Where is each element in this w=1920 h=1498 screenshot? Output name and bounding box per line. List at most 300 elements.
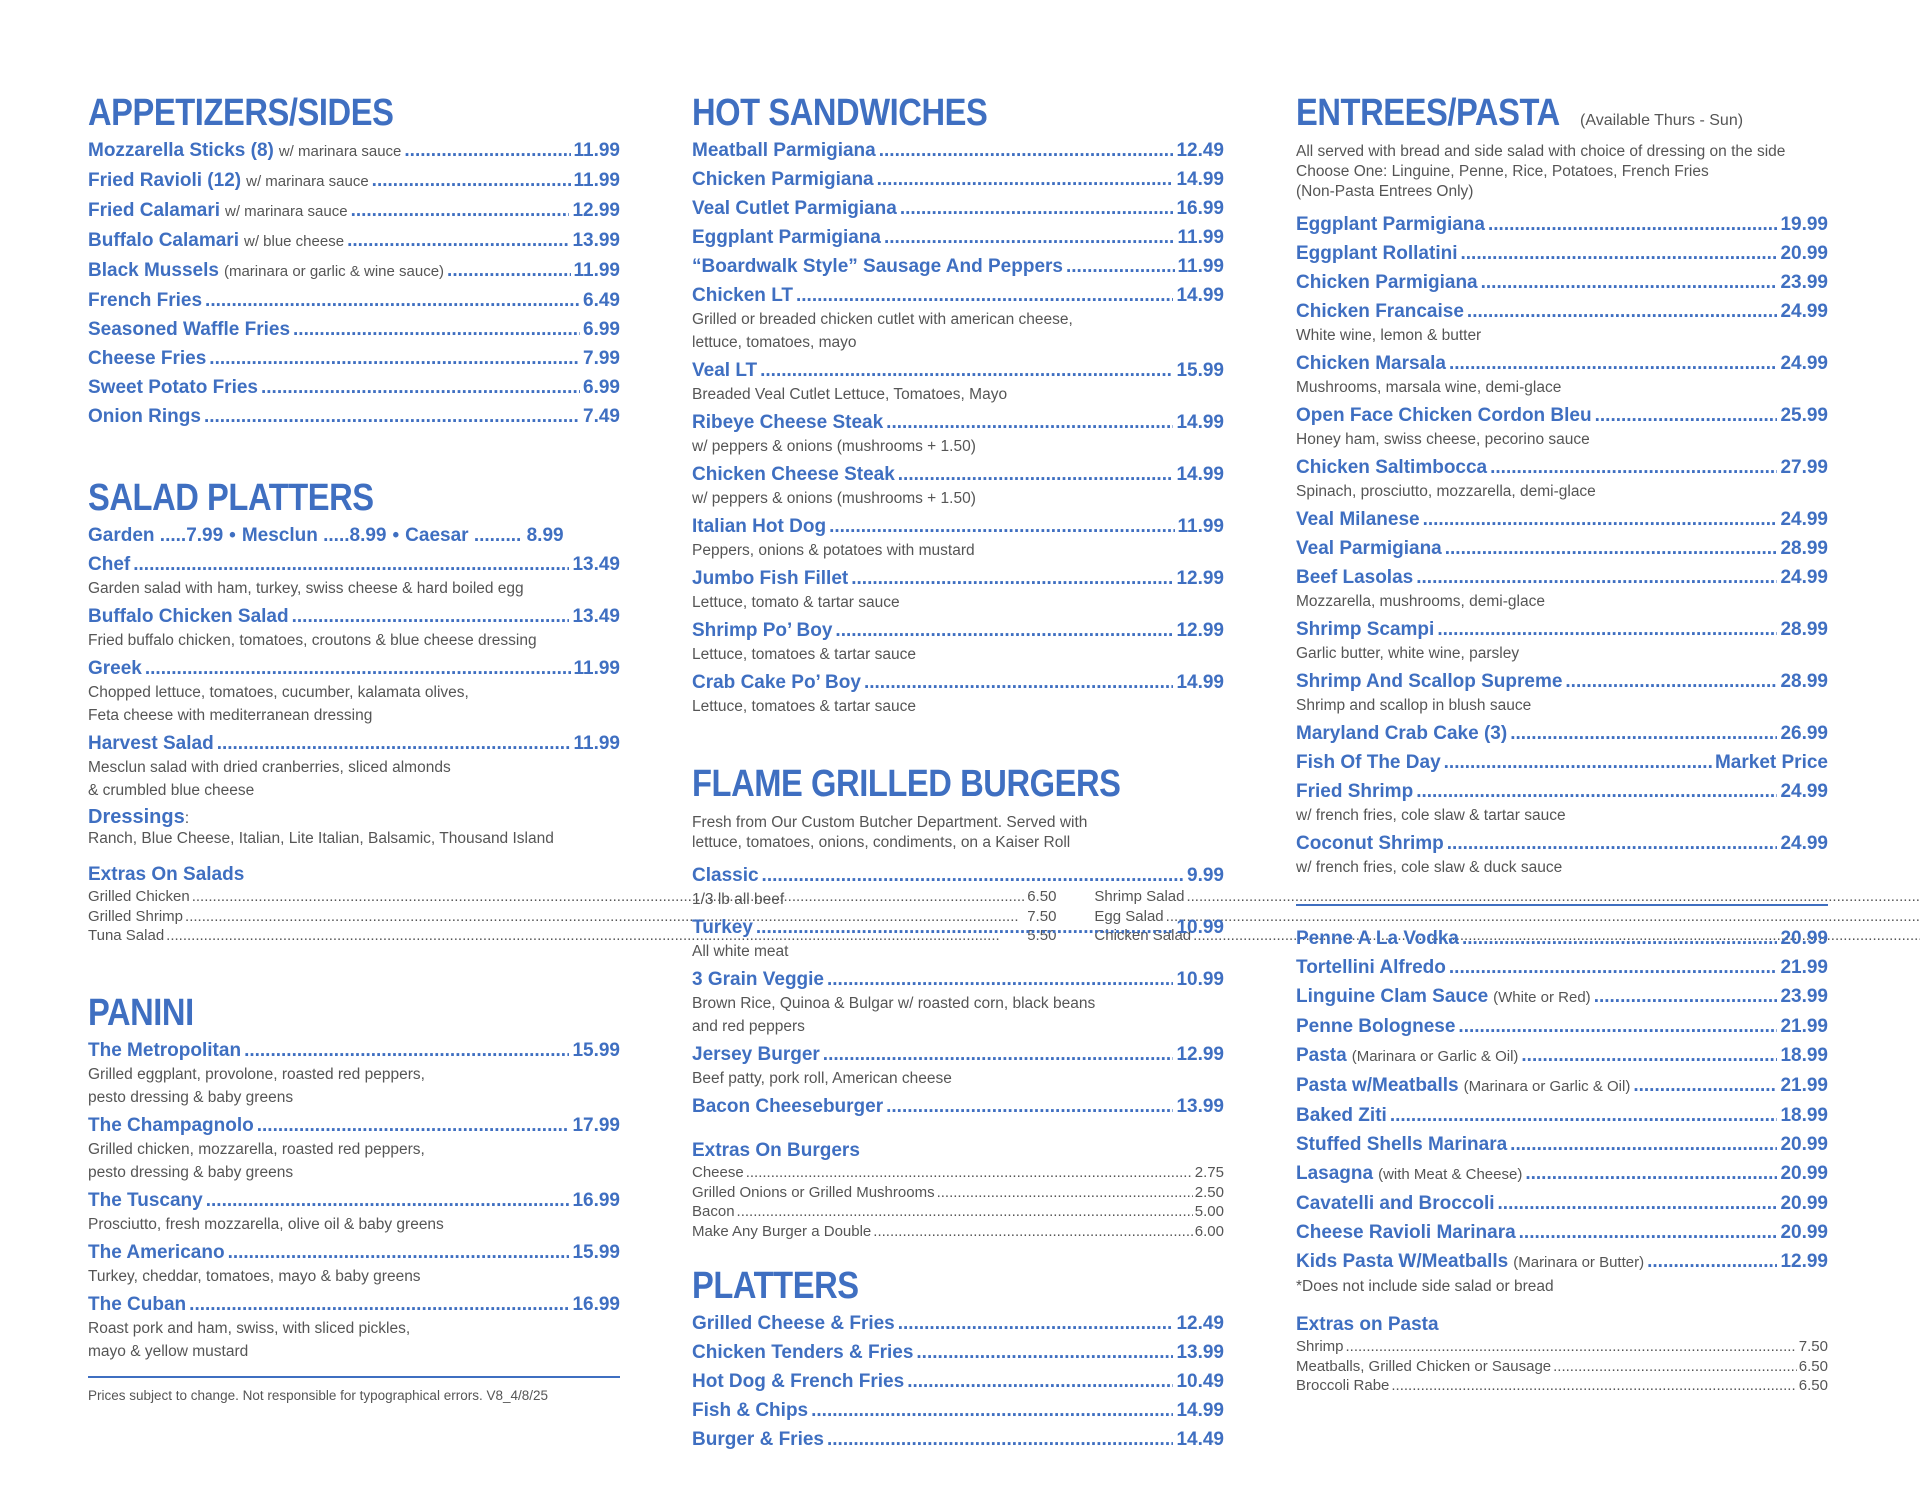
item-price: 27.99 (1780, 457, 1828, 478)
simple-salad: Mesclun .....8.99 (241, 525, 387, 546)
item-name: Buffalo Calamari (88, 230, 239, 251)
dot-leader (1391, 1376, 1796, 1396)
menu-item (1296, 1159, 1828, 1189)
item-price: 11.99 (573, 733, 620, 754)
item-name: Chicken Cheese Steak (692, 464, 895, 485)
menu-item (1296, 953, 1828, 982)
dot-leader (796, 281, 1173, 310)
extras-salads-title: Extras On Salads (88, 864, 245, 885)
intro-line: All served with bread and side salad with choice of dressing on the side (1296, 143, 1786, 160)
simple-salad: • (229, 525, 236, 546)
dot-leader (873, 1222, 1193, 1242)
item-name: Meatball Parmigiana (692, 140, 876, 161)
extra-price: 6.50 (1027, 888, 1057, 905)
item-price: 24.99 (1780, 509, 1828, 530)
item-name: Open Face Chicken Cordon Bleu (1296, 405, 1592, 426)
extra-price: 6.50 (1798, 1357, 1828, 1375)
dot-leader (886, 1092, 1173, 1121)
item-description: Beef patty, pork roll, American cheese (692, 1070, 952, 1087)
dot-leader (811, 1396, 1173, 1425)
menu-item (692, 861, 1224, 890)
menu-item (1296, 1041, 1828, 1071)
entrees-heading (1296, 90, 1828, 136)
dot-leader (292, 602, 570, 631)
item-description: Mushrooms, marsala wine, demi-glace (1296, 379, 1562, 396)
section-title: APPETIZERS/SIDES (88, 92, 394, 134)
extra-price: 2.50 (1194, 1183, 1224, 1201)
item-price: 13.49 (572, 606, 620, 627)
item-description: mayo & yellow mustard (88, 1342, 249, 1360)
dot-leader (1066, 252, 1175, 281)
dot-leader (372, 166, 571, 195)
item-note: (with Meat & Cheese) (1378, 1166, 1523, 1183)
extra-item (692, 1202, 1224, 1222)
dot-leader (1416, 777, 1777, 806)
menu-item (88, 602, 620, 631)
dot-leader (762, 861, 1184, 890)
section-title: ENTREES/PASTA (1296, 92, 1560, 134)
item-name: Pasta w/Meatballs (1296, 1075, 1459, 1096)
dot-leader (1595, 401, 1778, 430)
dot-leader (1467, 297, 1778, 326)
item-note: w/ marinara sauce (225, 203, 348, 220)
item-price: 17.99 (572, 1114, 620, 1136)
menu-item (692, 1367, 1224, 1396)
dot-leader (1490, 453, 1777, 482)
item-price: 14.99 (1176, 412, 1224, 433)
extra-name: Make Any Burger a Double (692, 1222, 872, 1240)
item-price: 11.99 (1177, 516, 1224, 537)
item-description: & crumbled blue cheese (88, 782, 255, 799)
dot-leader (1461, 239, 1778, 268)
burgers-section (692, 761, 1224, 1241)
dot-leader (1437, 615, 1777, 644)
dot-leader (1346, 1337, 1797, 1357)
extra-name: Shrimp (1296, 1338, 1344, 1355)
item-price: 11.99 (573, 140, 620, 161)
dressings-block (88, 805, 620, 849)
menu-item (88, 315, 620, 344)
item-price: 20.99 (1780, 1193, 1828, 1214)
dot-leader (835, 616, 1173, 645)
item-price: 15.99 (572, 1241, 620, 1263)
menu-item (692, 356, 1224, 385)
menu-item (1296, 563, 1828, 592)
item-note: (Marinara or Garlic & Oil) (1351, 1048, 1519, 1065)
item-description: and red peppers (692, 1018, 805, 1035)
dot-leader (898, 460, 1174, 489)
item-price: 28.99 (1780, 538, 1828, 559)
item-name: Ribeye Cheese Steak (692, 412, 884, 433)
item-name: The Cuban (88, 1293, 187, 1315)
item-name: Chicken Francaise (1296, 301, 1464, 322)
menu-item (88, 1111, 620, 1140)
item-name: Burger & Fries (692, 1429, 824, 1450)
dot-leader (447, 256, 570, 285)
item-note: w/ blue cheese (243, 233, 345, 250)
extra-name: Tuna Salad (88, 927, 165, 944)
item-description: Lettuce, tomatoes & tartar sauce (692, 646, 917, 663)
dot-leader (1510, 1130, 1777, 1159)
item-name: Fried Shrimp (1296, 781, 1414, 802)
dot-leader (937, 1183, 1193, 1203)
dot-leader (898, 1309, 1174, 1338)
item-price: 20.99 (1780, 1163, 1828, 1184)
item-price: 20.99 (1780, 1222, 1828, 1243)
appetizers-section (88, 90, 620, 431)
item-price: 12.99 (1176, 620, 1224, 641)
item-description: w/ peppers & onions (mushrooms + 1.50) (692, 438, 976, 455)
menu-item (692, 136, 1224, 165)
menu-item (1296, 748, 1828, 777)
dot-leader (907, 1367, 1173, 1396)
menu-item (1296, 210, 1828, 239)
item-description: Turkey, cheddar, tomatoes, mayo & baby greens (88, 1267, 421, 1285)
item-description: Fried buffalo chicken, tomatoes, croutons & blue cheese dressing (88, 632, 537, 649)
item-price: 20.99 (1780, 928, 1828, 949)
dot-leader (879, 136, 1174, 165)
menu-item (1296, 829, 1828, 858)
extra-price: 2.75 (1194, 1164, 1224, 1181)
item-price: 21.99 (1780, 957, 1828, 978)
item-price: 7.49 (583, 406, 620, 427)
item-description: Roast pork and ham, swiss, with sliced pickles, (88, 1319, 411, 1337)
item-name: Veal Parmigiana (1296, 538, 1442, 559)
dot-leader (884, 223, 1175, 252)
item-name: Mozzarella Sticks (8) (88, 140, 274, 161)
item-price: 16.99 (572, 1189, 620, 1211)
extra-item (1296, 1337, 1828, 1357)
item-price: 18.99 (1780, 1045, 1828, 1066)
item-name: Fish & Chips (692, 1400, 809, 1421)
item-name: Veal LT (692, 360, 758, 381)
entrees-intro (1296, 142, 1828, 202)
menu-item (88, 1036, 620, 1065)
item-name: Chef (88, 554, 131, 575)
item-note: (Marinara or Butter) (1513, 1254, 1645, 1271)
menu-item (1296, 401, 1828, 430)
dot-leader (1416, 563, 1777, 592)
dot-leader (756, 913, 1174, 942)
item-description: Grilled chicken, mozzarella, roasted red peppers, (88, 1140, 425, 1158)
menu-item (88, 373, 620, 402)
dot-leader (1521, 1041, 1777, 1070)
item-price: 11.99 (573, 170, 620, 191)
item-description: w/ peppers & onions (mushrooms + 1.50) (692, 490, 976, 507)
item-name: Turkey (692, 917, 753, 938)
dressings-list: Ranch, Blue Cheese, Italian, Lite Italian, Balsamic, Thousand Island (88, 830, 554, 847)
item-price: 14.99 (1176, 464, 1224, 485)
extra-price: 7.50 (1798, 1338, 1828, 1355)
menu-item (1296, 453, 1828, 482)
dot-leader (737, 1202, 1193, 1222)
menu-item (692, 512, 1224, 541)
item-name: Eggplant Parmigiana (692, 227, 881, 248)
item-price: 13.99 (572, 230, 620, 251)
intro-line: Choose One: Linguine, Penne, Rice, Potatoes, French Fries (1296, 163, 1709, 180)
item-name: Chicken Parmigiana (1296, 272, 1478, 293)
item-price: 24.99 (1780, 781, 1828, 802)
menu-item (692, 1338, 1224, 1367)
item-description: Grilled eggplant, provolone, roasted red peppers, (88, 1065, 425, 1083)
menu-item (88, 402, 620, 431)
dot-leader (900, 194, 1174, 223)
dot-leader (1423, 505, 1778, 534)
item-name: French Fries (88, 290, 203, 311)
extra-item (1296, 1357, 1828, 1377)
item-price: 10.99 (1176, 917, 1224, 938)
menu-item (1296, 1101, 1828, 1130)
dot-leader (916, 1338, 1173, 1367)
footer-note: Prices subject to change. Not responsible for typographical errors. V8_4/8/25 (88, 1387, 549, 1403)
extra-name: Bacon (692, 1203, 735, 1220)
dot-leader (204, 402, 580, 431)
item-price: 23.99 (1780, 986, 1828, 1007)
item-price: 21.99 (1780, 1016, 1828, 1037)
item-name: The Metropolitan (88, 1039, 242, 1061)
menu-item (1296, 1247, 1828, 1277)
item-name: Bacon Cheeseburger (692, 1096, 884, 1117)
item-description: Brown Rice, Quinoa & Bulgar w/ roasted corn, black beans (692, 995, 1096, 1012)
item-price: 11.99 (573, 260, 620, 281)
item-note: w/ marinara sauce (278, 143, 402, 160)
dot-leader (886, 408, 1173, 437)
item-description: Feta cheese with mediterranean dressing (88, 707, 373, 724)
menu-item (88, 654, 620, 683)
extras-burgers-title: Extras On Burgers (692, 1140, 860, 1161)
dot-leader (351, 196, 570, 225)
menu-item (88, 196, 620, 226)
dot-leader (1633, 1071, 1777, 1100)
extra-name: Shrimp Salad (1094, 888, 1185, 905)
item-description: Lettuce, tomato & tartar sauce (692, 594, 900, 611)
item-description: Chopped lettuce, tomatoes, cucumber, kalamata olives, (88, 684, 469, 701)
menu-item (692, 1396, 1224, 1425)
menu-item (692, 460, 1224, 489)
item-price: 24.99 (1780, 567, 1828, 588)
item-price: 11.99 (1177, 227, 1224, 248)
column-right (1296, 90, 1828, 1396)
item-name: Crab Cake Po’ Boy (692, 672, 861, 693)
item-name: Cheese Fries (88, 348, 207, 369)
menu-item (1296, 924, 1828, 953)
item-description: Mesclun salad with dried cranberries, sliced almonds (88, 759, 451, 776)
item-name: Baked Ziti (1296, 1105, 1387, 1126)
menu-item (88, 344, 620, 373)
availability-note: (Available Thurs - Sun) (1580, 112, 1744, 129)
menu-item (692, 281, 1224, 310)
item-name: Seasoned Waffle Fries (88, 319, 291, 340)
item-name: Veal Milanese (1296, 509, 1420, 530)
dot-leader (827, 965, 1173, 994)
intro-line: (Non-Pasta Entrees Only) (1296, 183, 1474, 200)
item-description: pesto dressing & baby greens (88, 1088, 294, 1106)
dot-leader (1510, 719, 1777, 748)
extras-pasta-list (1296, 1337, 1828, 1396)
dot-leader (1447, 829, 1778, 858)
item-note: (Marinara or Garlic & Oil) (1463, 1078, 1631, 1095)
dot-leader (228, 1238, 570, 1267)
menu-item (692, 1425, 1224, 1454)
item-name: Cavatelli and Broccoli (1296, 1193, 1495, 1214)
dot-leader (404, 136, 570, 165)
extra-name: Grilled Onions or Grilled Mushrooms (692, 1183, 935, 1201)
item-price: 24.99 (1780, 833, 1828, 854)
divider (1296, 904, 1828, 906)
item-price: 14.99 (1176, 169, 1224, 190)
item-price: 16.99 (572, 1293, 620, 1315)
item-name: Chicken LT (692, 285, 793, 306)
item-description: Honey ham, swiss cheese, pecorino sauce (1296, 431, 1590, 448)
extra-name: Cheese (692, 1164, 744, 1181)
dot-leader (1445, 534, 1778, 563)
item-price: 25.99 (1780, 405, 1828, 426)
item-name: Grilled Cheese & Fries (692, 1313, 895, 1334)
dot-leader (1488, 210, 1777, 239)
item-price: 13.49 (572, 554, 620, 575)
menu-item (88, 1290, 620, 1319)
extra-name: Egg Salad (1094, 907, 1164, 925)
item-name: Veal Cutlet Parmigiana (692, 198, 897, 219)
item-price: 28.99 (1780, 671, 1828, 692)
item-price: 20.99 (1780, 243, 1828, 264)
panini-list (88, 1036, 620, 1362)
simple-salads-row (88, 521, 620, 550)
item-price: 10.99 (1176, 969, 1224, 990)
menu-item (88, 286, 620, 315)
item-price: 6.49 (583, 290, 620, 311)
item-description: Garlic butter, white wine, parsley (1296, 645, 1520, 662)
item-name: The Americano (88, 1241, 225, 1263)
item-description: 1/3 lb all beef (692, 891, 785, 908)
extra-item (692, 1163, 1224, 1183)
item-name: Coconut Shrimp (1296, 833, 1444, 854)
item-price: Market Price (1714, 752, 1828, 773)
item-description: Mozzarella, mushrooms, demi-glace (1296, 593, 1545, 610)
item-name: Fish Of The Day (1296, 752, 1441, 773)
item-name: Stuffed Shells Marinara (1296, 1134, 1508, 1155)
menu-item (1296, 1012, 1828, 1041)
item-name: Black Mussels (88, 260, 219, 281)
item-price: 15.99 (572, 1039, 620, 1061)
item-price: 26.99 (1780, 723, 1828, 744)
menu-item (1296, 982, 1828, 1012)
divider (88, 1376, 620, 1378)
item-name: Penne Bolognese (1296, 1016, 1456, 1037)
panini-section (88, 990, 620, 1362)
dot-leader (760, 356, 1173, 385)
item-name: Beef Lasolas (1296, 567, 1414, 588)
item-name: Chicken Saltimbocca (1296, 457, 1488, 478)
dot-leader (145, 654, 571, 683)
menu-item (692, 223, 1224, 252)
item-name: Italian Hot Dog (692, 516, 827, 537)
menu-item (692, 564, 1224, 593)
item-name: Shrimp Scampi (1296, 619, 1435, 640)
item-price: 12.99 (572, 200, 620, 221)
item-description: w/ french fries, cole slaw & duck sauce (1296, 859, 1563, 876)
appetizers-list (88, 136, 620, 431)
item-price: 23.99 (1780, 272, 1828, 293)
item-name: Pasta (1296, 1045, 1347, 1066)
column-middle (692, 90, 1224, 1498)
item-name: Penne A La Vodka (1296, 928, 1459, 949)
item-price: 6.99 (583, 377, 620, 398)
item-price: 20.99 (1780, 1134, 1828, 1155)
burgers-intro (692, 813, 1224, 853)
platters-list (692, 1309, 1224, 1454)
item-name: Cheese Ravioli Marinara (1296, 1222, 1516, 1243)
item-price: 28.99 (1780, 619, 1828, 640)
menu-item (1296, 719, 1828, 748)
dot-leader (1498, 1189, 1778, 1218)
menu-item (692, 913, 1224, 942)
item-name: The Champagnolo (88, 1114, 254, 1136)
item-name: Sweet Potato Fries (88, 377, 258, 398)
menu-item (692, 965, 1224, 994)
item-name: Jumbo Fish Fillet (692, 568, 849, 589)
dot-leader (877, 165, 1174, 194)
item-price: 12.99 (1176, 1044, 1224, 1065)
dot-leader (1565, 667, 1777, 696)
item-price: 11.99 (573, 658, 620, 679)
menu-item (692, 165, 1224, 194)
item-name: Chicken Tenders & Fries (692, 1342, 914, 1363)
dot-leader (1390, 1101, 1778, 1130)
hot-sandwiches-section (692, 90, 1224, 717)
item-price: 16.99 (1176, 198, 1224, 219)
menu-item (88, 136, 620, 166)
item-price: 13.99 (1176, 1342, 1224, 1363)
dot-leader (1449, 349, 1777, 378)
item-note: w/ marinara sauce (246, 173, 369, 190)
menu-item (1296, 1218, 1828, 1247)
item-description: Breaded Veal Cutlet Lettuce, Tomatoes, Mayo (692, 386, 1008, 403)
menu-item (1296, 777, 1828, 806)
item-description: All white meat (692, 943, 789, 960)
dressings-colon: : (184, 810, 190, 827)
salads-list (88, 550, 620, 801)
item-price: 6.99 (583, 319, 620, 340)
dot-leader (347, 226, 569, 255)
item-name: Fried Ravioli (12) (88, 170, 242, 191)
item-price: 12.99 (1176, 568, 1224, 589)
item-price: 11.99 (1177, 256, 1224, 277)
menu-item (692, 1040, 1224, 1069)
menu-item (88, 1238, 620, 1267)
section-title: FLAME GRILLED BURGERS (692, 763, 1121, 805)
menu-item (1296, 1071, 1828, 1101)
dot-leader (1481, 268, 1778, 297)
item-price: 13.99 (1176, 1096, 1224, 1117)
dot-leader (823, 1040, 1174, 1069)
dot-leader (257, 1111, 570, 1140)
dot-leader (1449, 953, 1778, 982)
dot-leader (217, 729, 571, 758)
menu-item (1296, 505, 1828, 534)
item-description: Peppers, onions & potatoes with mustard (692, 542, 975, 559)
item-price: 9.99 (1187, 865, 1224, 886)
dot-leader (1444, 748, 1712, 777)
dot-leader (133, 550, 569, 579)
item-description: lettuce, tomatoes, mayo (692, 334, 857, 351)
item-price: 7.99 (583, 348, 620, 369)
item-price: 24.99 (1780, 301, 1828, 322)
item-name: Linguine Clam Sauce (1296, 986, 1489, 1007)
dot-leader (1553, 1357, 1797, 1377)
extra-name: Grilled Shrimp (88, 907, 184, 925)
menu-item (1296, 534, 1828, 563)
